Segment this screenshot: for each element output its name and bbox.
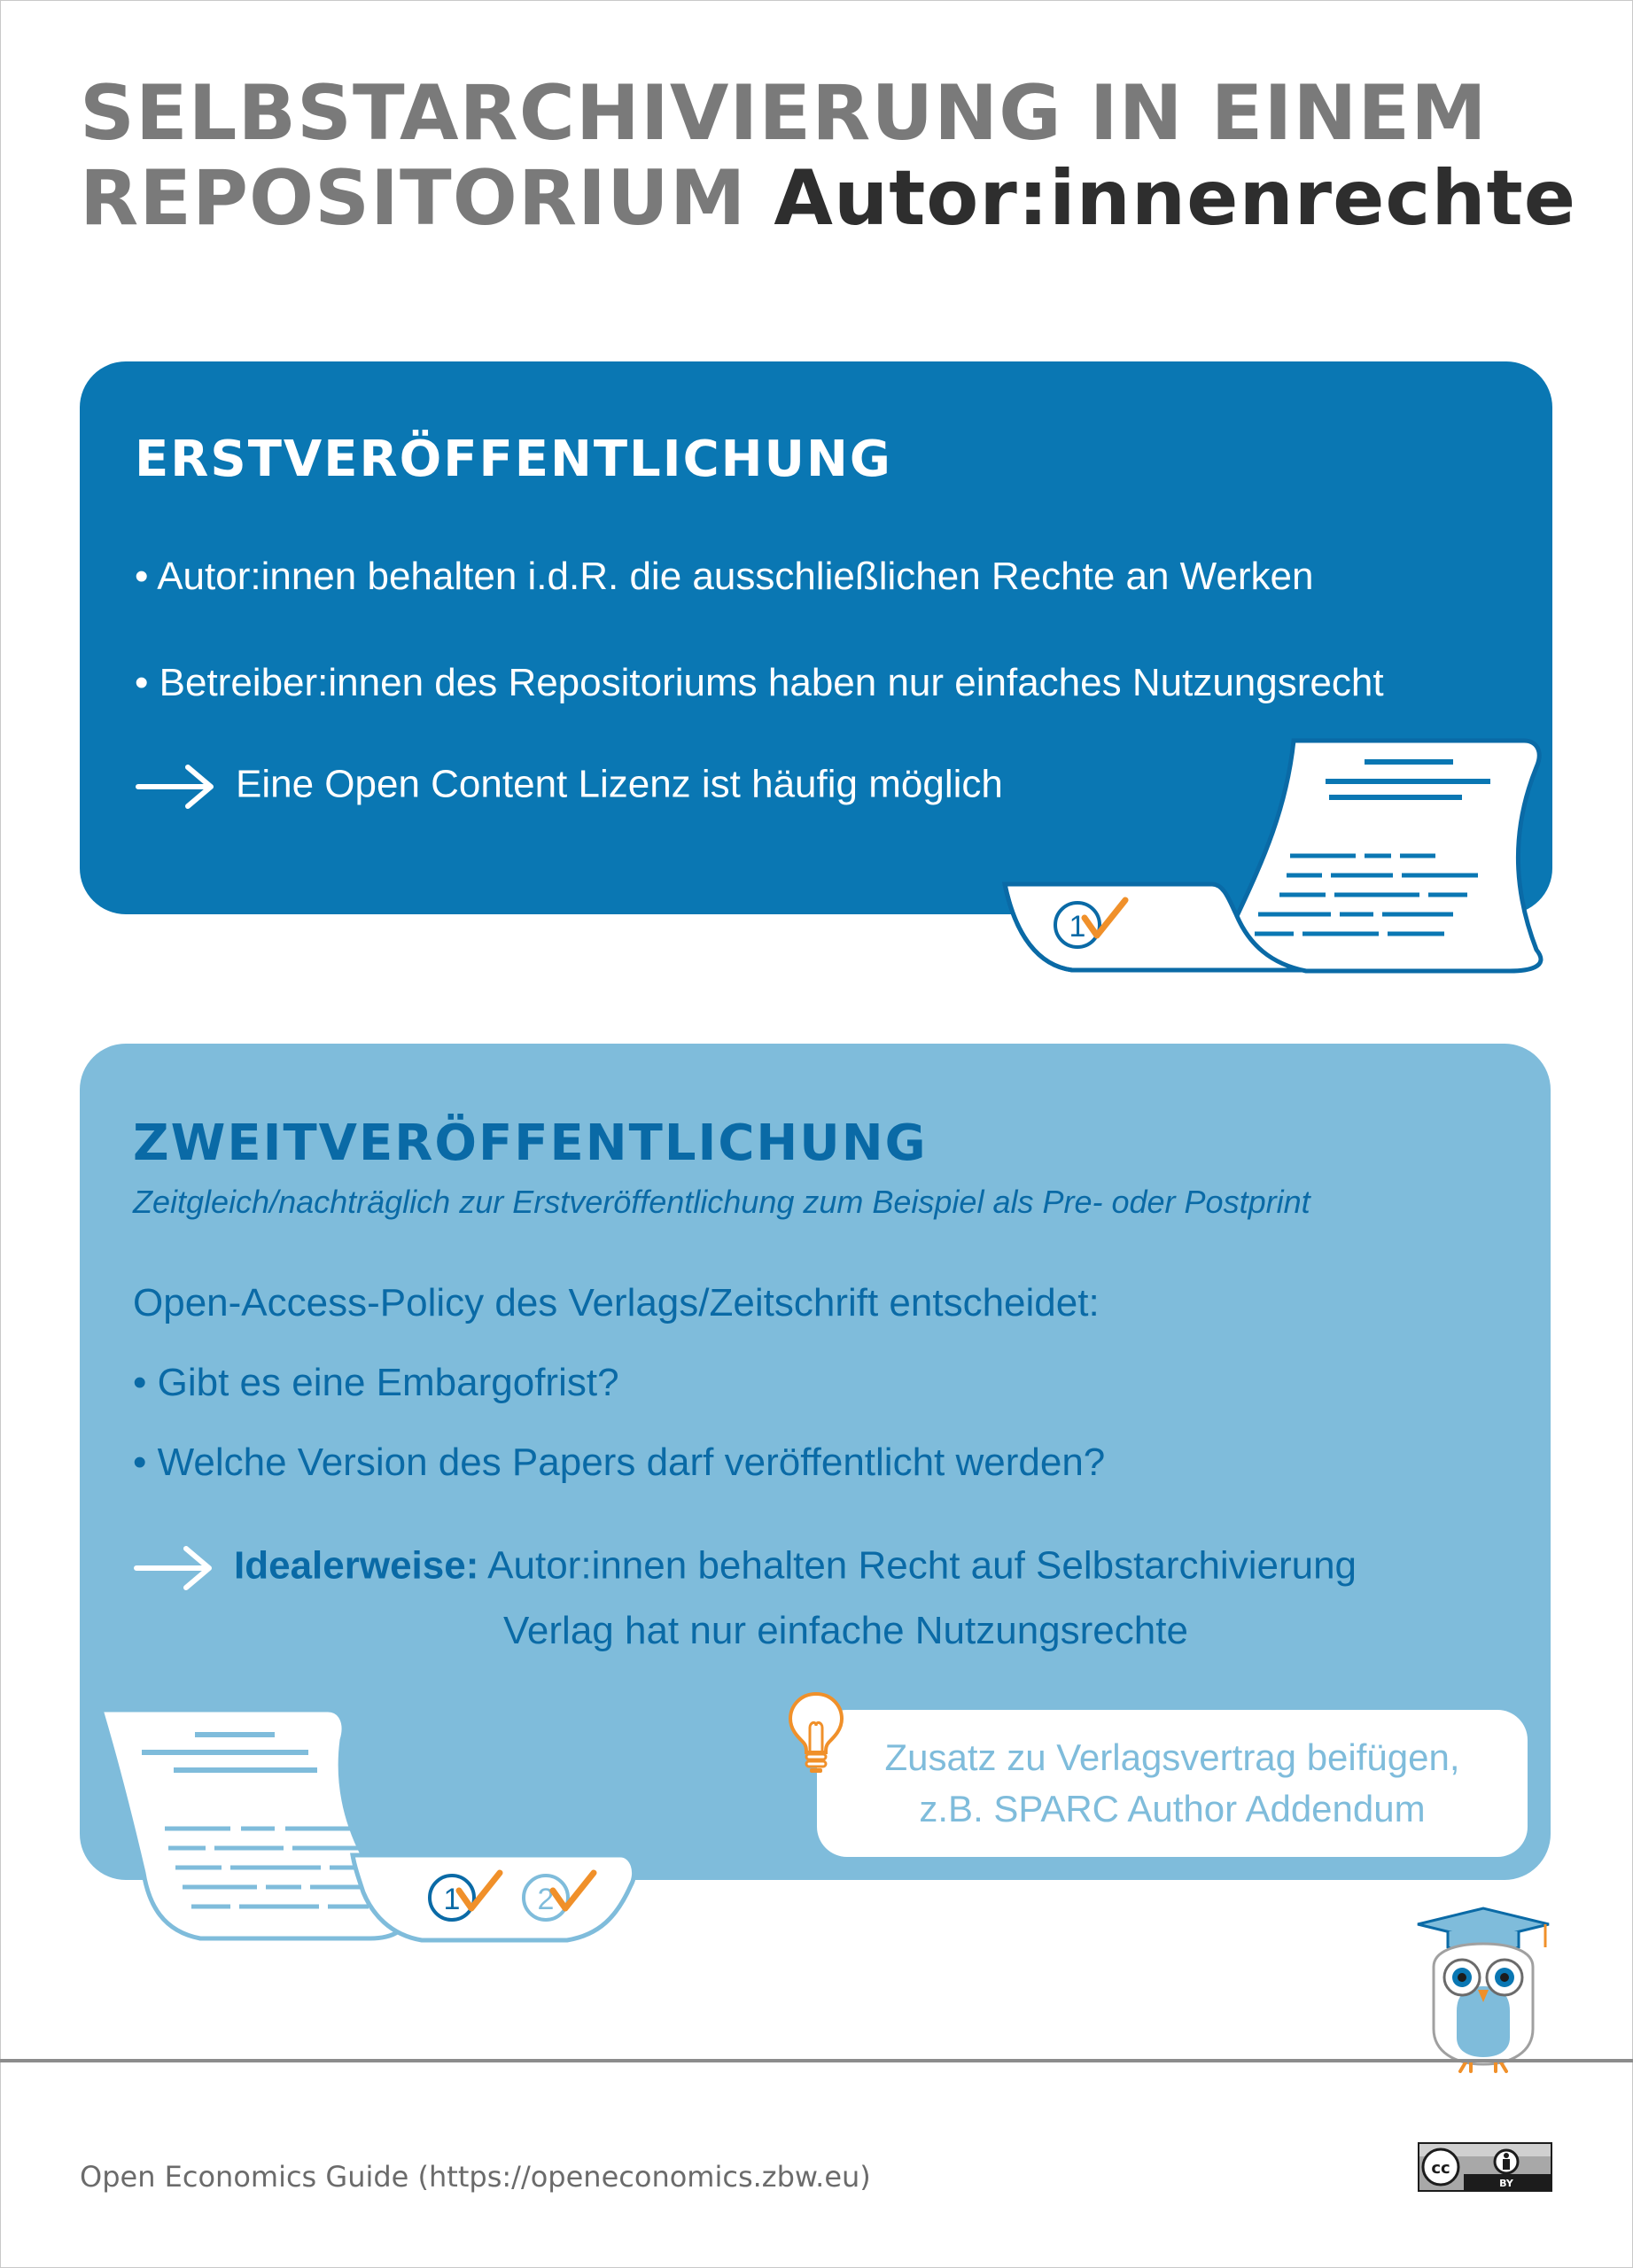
second-publication-heading: ZWEITVERÖFFENTLICHUNG: [133, 1115, 928, 1172]
tip-line-2: z.B. SPARC Author Addendum: [919, 1788, 1426, 1829]
title-line-2-light: REPOSITORIUM: [80, 154, 747, 243]
tip-line-1: Zusatz zu Verlagsvertrag beifügen,: [884, 1736, 1460, 1778]
first-publication-heading: ERSTVERÖFFENTLICHUNG: [135, 431, 892, 488]
title-line-1: SELBSTARCHIVIERUNG IN EINEM: [80, 69, 1488, 158]
footer-divider: [0, 2059, 1633, 2062]
cc-by-license-icon: [1418, 2142, 1552, 2192]
by-label: BY: [1499, 2178, 1513, 2189]
question-bullet-2: • Welche Version des Papers darf veröffentlicht werden?: [133, 1441, 1106, 1484]
arrow-right-icon: [135, 760, 220, 813]
lightbulb-icon: [785, 1689, 847, 1774]
first-publication-conclusion: Eine Open Content Lizenz ist häufig möglich: [236, 762, 1003, 806]
ideal-line-1: Autor:innen behalten Recht auf Selbstarchivierung: [478, 1543, 1357, 1588]
ideal-row: [133, 1542, 1357, 1595]
doc-badge-1: 1: [1069, 910, 1086, 944]
question-bullet-1: • Gibt es eine Embargofrist?: [133, 1361, 619, 1404]
first-publication-bullet-1: • Autor:innen behalten i.d.R. die ausschließlichen Rechte an Werken: [135, 555, 1314, 598]
document-icon: [89, 1696, 656, 1953]
ideal-line-2: Verlag hat nur einfache Nutzungsrechte: [503, 1609, 1188, 1652]
tip-box: [817, 1710, 1528, 1857]
policy-intro: Open-Access-Policy des Verlags/Zeitschrift entscheidet:: [133, 1281, 1100, 1324]
title-line-2: [80, 156, 1586, 241]
arrow-right-icon: [133, 1542, 218, 1595]
page-title: [80, 71, 1586, 241]
owl-mascot-icon: [1412, 1905, 1554, 2073]
first-publication-conclusion-row: [135, 760, 1003, 813]
footer-source: Open Economics Guide (https://openeconomics.zbw.eu): [80, 2160, 871, 2194]
ideal-lead: Idealerweise:: [234, 1543, 479, 1588]
title-line-2-strong: Autor:innenrechte: [774, 154, 1577, 243]
document-icon: [992, 726, 1559, 983]
doc-badge-2: 2: [537, 1883, 555, 1916]
doc-badge-1: 1: [443, 1883, 461, 1916]
cc-label: cc: [1431, 2159, 1450, 2178]
second-publication-subtitle: Zeitgleich/nachträglich zur Erstveröffentlichung zum Beispiel als Pre- oder Postprint: [133, 1184, 1310, 1220]
first-publication-bullet-2: • Betreiber:innen des Repositoriums haben nur einfaches Nutzungsrecht: [135, 661, 1384, 704]
